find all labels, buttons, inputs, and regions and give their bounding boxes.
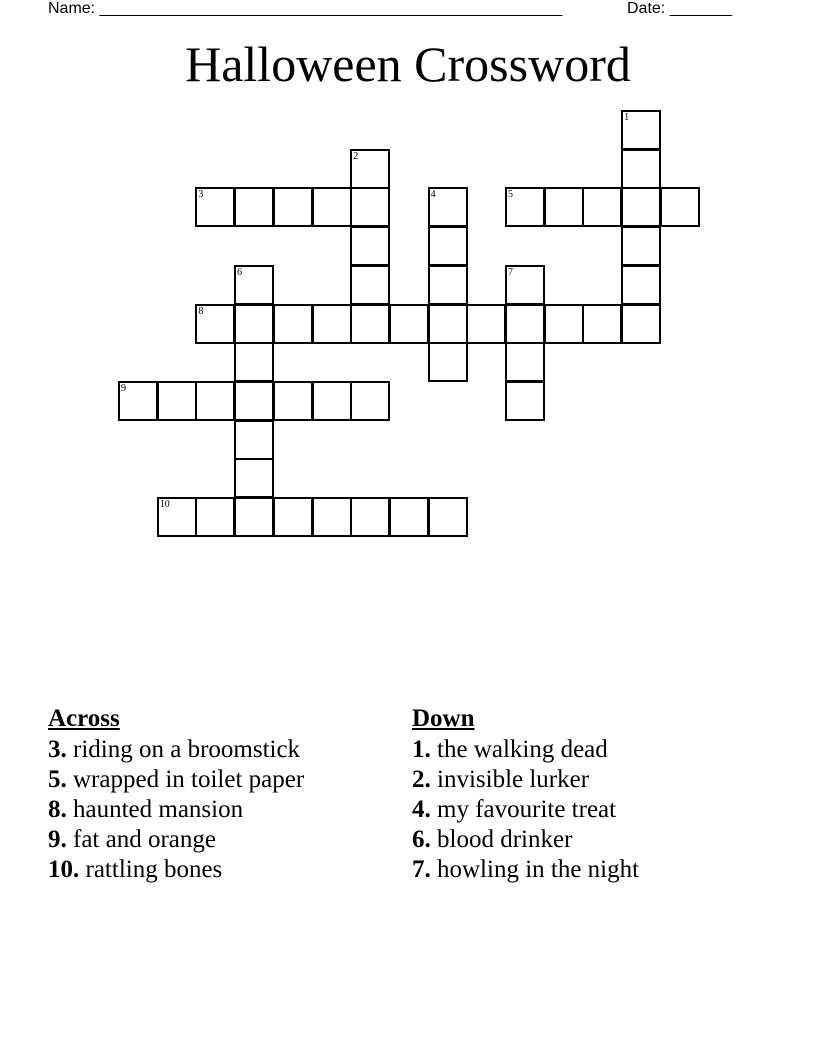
grid-cell[interactable]	[544, 187, 584, 227]
grid-cell[interactable]	[350, 497, 390, 537]
clue-text: rattling bones	[85, 856, 223, 883]
clue-text: riding on a broomstick	[73, 736, 301, 763]
across-clue-3	[48, 735, 304, 765]
down-clue-2	[412, 765, 639, 795]
clue-number: 7.	[412, 856, 431, 883]
grid-cell[interactable]	[505, 342, 545, 382]
grid-cell[interactable]	[195, 381, 235, 421]
grid-cell[interactable]	[195, 497, 235, 537]
across-clue-8	[48, 795, 304, 825]
down-clue-6	[412, 825, 639, 855]
clue-number: 8.	[48, 796, 67, 823]
grid-cell[interactable]	[428, 265, 468, 305]
clue-number: 1.	[412, 736, 431, 763]
grid-cell[interactable]	[350, 187, 390, 227]
clue-text: wrapped in toilet paper	[73, 766, 305, 793]
cell-number: 2	[353, 150, 359, 162]
cell-number: 8	[198, 305, 204, 317]
grid-cell[interactable]	[389, 497, 429, 537]
cell-number: 3	[198, 189, 204, 201]
cell-number: 5	[508, 189, 513, 201]
grid-cell[interactable]	[234, 381, 274, 421]
grid-cell[interactable]	[234, 187, 274, 227]
clue-text: fat and orange	[73, 826, 216, 853]
grid-cell[interactable]	[660, 187, 700, 227]
grid-cell[interactable]	[234, 497, 274, 537]
grid-cell[interactable]	[273, 497, 313, 537]
date-field-label: Date: _______	[627, 0, 732, 17]
clue-text: howling in the night	[437, 856, 640, 883]
grid-cell[interactable]	[621, 187, 661, 227]
across-clue-9	[48, 825, 304, 855]
down-clue-1	[412, 735, 639, 765]
grid-cell[interactable]	[350, 226, 390, 266]
across-clue-5	[48, 765, 304, 795]
clue-text: blood drinker	[437, 826, 573, 853]
cell-number: 9	[121, 382, 126, 394]
grid-cell[interactable]	[428, 226, 468, 266]
grid-cell[interactable]	[582, 187, 622, 227]
clue-number: 9.	[48, 826, 67, 853]
across-clue-10	[48, 855, 304, 885]
cell-number: 4	[430, 189, 436, 201]
grid-cell[interactable]	[273, 187, 313, 227]
grid-cell[interactable]	[505, 304, 545, 344]
down-clues	[412, 703, 639, 885]
grid-cell[interactable]	[428, 497, 468, 537]
name-field-label: Name: ____________________________________________________	[48, 0, 563, 17]
clue-number: 10.	[48, 856, 80, 883]
grid-cell[interactable]	[350, 381, 390, 421]
grid-cell[interactable]	[234, 458, 274, 498]
cell-number: 7	[508, 266, 513, 278]
clue-text: my favourite treat	[437, 796, 617, 823]
grid-cell[interactable]	[389, 304, 429, 344]
clue-number: 6.	[412, 826, 431, 853]
grid-cell[interactable]	[428, 304, 468, 344]
down-heading: Down	[412, 705, 475, 732]
grid-cell[interactable]	[312, 381, 352, 421]
clue-text: haunted mansion	[73, 796, 244, 823]
clue-number: 4.	[412, 796, 431, 823]
grid-cell[interactable]	[582, 304, 622, 344]
grid-cell[interactable]	[273, 304, 313, 344]
clue-number: 5.	[48, 766, 67, 793]
grid-cell[interactable]	[234, 304, 274, 344]
cell-number: 6	[237, 266, 243, 278]
grid-cell[interactable]	[157, 381, 197, 421]
grid-cell[interactable]	[428, 342, 468, 382]
grid-cell[interactable]	[505, 381, 545, 421]
grid-cell[interactable]	[273, 381, 313, 421]
grid-cell[interactable]	[234, 420, 274, 460]
down-clue-7	[412, 855, 639, 885]
across-clues	[48, 703, 304, 885]
grid-cell[interactable]	[466, 304, 506, 344]
clue-number: 3.	[48, 736, 67, 763]
grid-cell[interactable]	[312, 497, 352, 537]
cell-number: 1	[624, 112, 630, 123]
grid-cell[interactable]	[544, 304, 584, 344]
clue-text: the walking dead	[437, 736, 608, 763]
grid-cell[interactable]	[350, 265, 390, 305]
cell-number: 10	[159, 499, 170, 510]
grid-cell[interactable]	[312, 187, 352, 227]
grid-cell[interactable]	[312, 304, 352, 344]
clue-text: invisible lurker	[437, 766, 590, 793]
clue-number: 2.	[412, 766, 431, 793]
grid-cell[interactable]	[621, 304, 661, 344]
grid-cell[interactable]	[621, 226, 661, 266]
grid-cell[interactable]	[350, 304, 390, 344]
page-title: Halloween Crossword	[185, 36, 631, 92]
across-heading: Across	[48, 705, 120, 732]
grid-cell[interactable]	[621, 265, 661, 305]
grid-cell[interactable]	[621, 149, 661, 189]
down-clue-4	[412, 795, 639, 825]
grid-cell[interactable]	[234, 342, 274, 382]
